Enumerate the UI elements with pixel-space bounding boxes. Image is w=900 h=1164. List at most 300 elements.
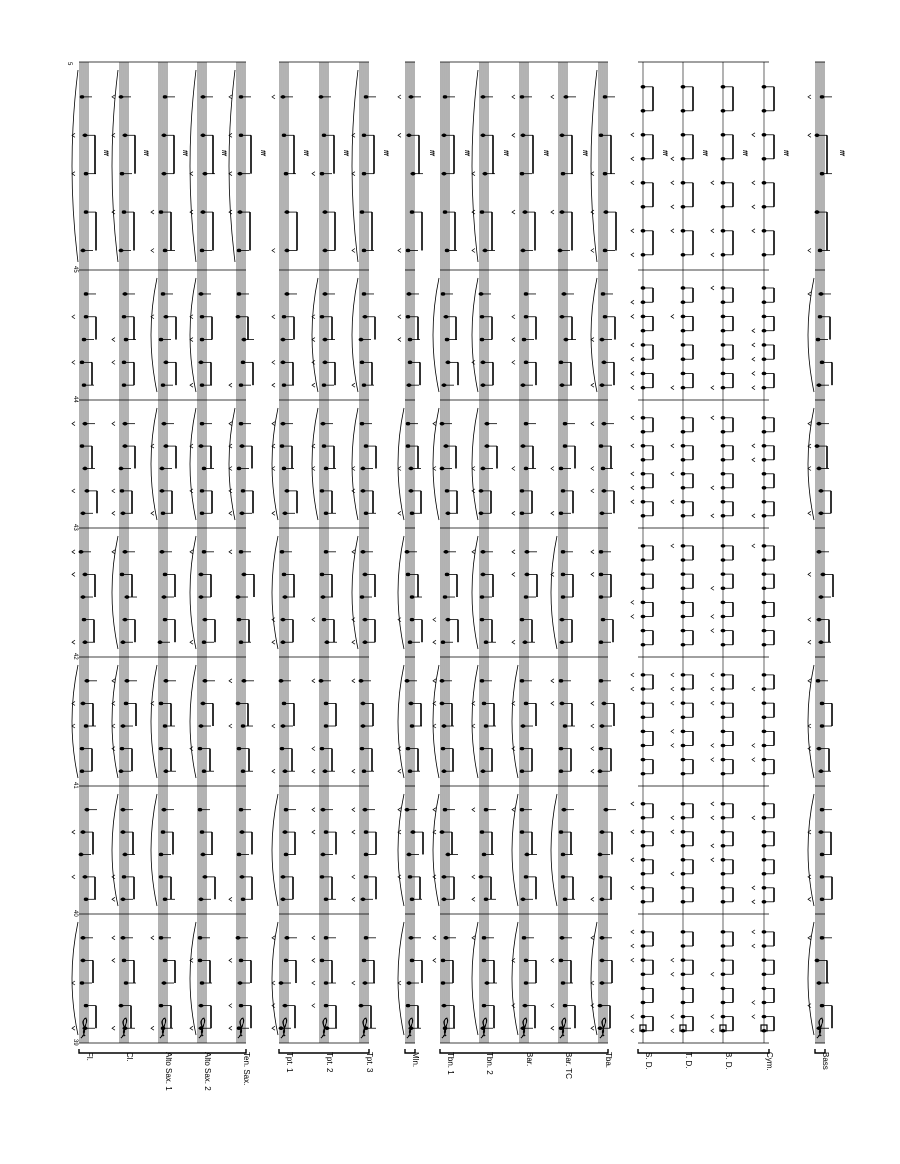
note-head	[681, 229, 686, 233]
note-head	[762, 514, 767, 518]
note-head	[721, 744, 726, 748]
note-head	[721, 701, 726, 705]
note-head	[324, 981, 329, 985]
note-head	[521, 133, 526, 137]
note-head	[721, 601, 726, 605]
note-head	[721, 930, 726, 934]
dynamic-marking: fff	[502, 150, 508, 156]
slur	[151, 408, 157, 520]
accent-icon	[631, 615, 634, 619]
note-head	[681, 744, 686, 748]
note-head	[325, 1026, 330, 1030]
note-head	[641, 1015, 646, 1019]
note-head	[405, 679, 410, 683]
note-head	[405, 808, 410, 812]
note-head	[520, 511, 525, 515]
note-head	[480, 618, 485, 622]
note-head	[360, 361, 365, 365]
dynamic-marking: fff	[701, 150, 707, 156]
note-head	[320, 959, 325, 963]
note-head	[201, 133, 206, 137]
dynamic-marking: fff	[102, 150, 108, 156]
note-head	[721, 253, 726, 257]
note-head	[281, 640, 286, 644]
accent-icon	[671, 229, 674, 233]
accent-icon	[711, 1029, 714, 1033]
note-head	[238, 172, 243, 176]
note-head	[446, 361, 451, 365]
note-head	[285, 489, 290, 493]
note-head	[560, 640, 565, 644]
note-head	[364, 1026, 369, 1030]
note-head	[817, 747, 822, 751]
instrument-label: T. D.	[684, 1052, 693, 1069]
accent-icon	[808, 618, 811, 622]
note-head	[410, 897, 415, 901]
note-head	[441, 747, 446, 751]
measure-number: 40	[72, 910, 78, 917]
accent-icon	[112, 958, 115, 962]
accent-icon	[808, 133, 811, 137]
note-head	[815, 959, 820, 963]
note-head	[641, 858, 646, 862]
note-head	[762, 858, 767, 862]
note-head	[815, 444, 820, 448]
note-head	[681, 730, 686, 734]
note-head	[324, 897, 329, 901]
note-head	[121, 724, 126, 728]
note-head	[762, 430, 767, 434]
note-head	[762, 372, 767, 376]
accent-icon	[472, 897, 475, 901]
note-head	[681, 930, 686, 934]
note-head	[482, 853, 487, 857]
instrument-label: Alto Sax. 1	[164, 1052, 173, 1091]
accent-icon	[808, 511, 811, 515]
note-head	[440, 422, 445, 426]
accent-icon	[352, 830, 355, 834]
note-head	[158, 640, 163, 644]
slur	[398, 408, 404, 520]
note-head	[762, 286, 767, 290]
note-head	[283, 595, 288, 599]
note-head	[362, 769, 367, 773]
accent-icon	[711, 844, 714, 848]
note-head	[762, 673, 767, 677]
note-head	[641, 416, 646, 420]
note-head	[601, 467, 606, 471]
note-head	[159, 702, 164, 706]
note-head	[281, 338, 286, 342]
note-head	[762, 315, 767, 319]
note-head	[480, 210, 485, 214]
note-head	[641, 458, 646, 462]
accent-icon	[312, 830, 315, 834]
accent-icon	[512, 315, 515, 319]
note-head	[520, 489, 525, 493]
accent-icon	[72, 1026, 75, 1030]
note-head	[641, 181, 646, 185]
note-head	[482, 936, 487, 940]
note-head	[238, 210, 243, 214]
note-head	[161, 383, 166, 387]
accent-icon	[752, 444, 755, 448]
note-head	[819, 640, 824, 644]
accent-icon	[112, 360, 115, 364]
note-head	[480, 830, 485, 834]
note-head	[525, 573, 530, 577]
note-head	[239, 640, 244, 644]
note-head	[762, 944, 767, 948]
accent-icon	[631, 600, 634, 604]
accent-icon	[711, 586, 714, 590]
slur	[352, 408, 358, 520]
note-head	[198, 747, 203, 751]
note-head	[162, 422, 167, 426]
accent-icon	[312, 808, 315, 812]
slur	[398, 665, 404, 778]
note-head	[362, 249, 367, 253]
note-head	[641, 615, 646, 619]
note-head	[482, 959, 487, 963]
note-head	[85, 679, 90, 683]
note-head	[641, 472, 646, 476]
note-head	[602, 702, 607, 706]
note-head	[163, 897, 168, 901]
slur	[272, 922, 278, 1035]
note-head	[762, 572, 767, 576]
note-head	[483, 249, 488, 253]
note-head	[817, 383, 822, 387]
accent-icon	[398, 133, 401, 137]
note-head	[564, 95, 569, 99]
accent-icon	[631, 314, 634, 318]
note-head	[162, 808, 167, 812]
note-head	[125, 679, 130, 683]
note-head	[279, 1026, 284, 1030]
note-head	[322, 444, 327, 448]
note-head	[80, 361, 85, 365]
dynamic-marking: fff	[542, 150, 548, 156]
accent-icon	[72, 422, 75, 426]
note-head	[721, 900, 726, 904]
accent-icon	[312, 958, 315, 962]
measure-number: 43	[72, 524, 78, 531]
note-head	[523, 210, 528, 214]
note-head	[238, 981, 243, 985]
note-head	[237, 292, 242, 296]
slur	[112, 794, 118, 906]
accent-icon	[591, 701, 594, 705]
note-head	[762, 85, 767, 89]
instrument-label: Alto Sax. 2	[203, 1052, 212, 1091]
accent-icon	[512, 572, 515, 576]
accent-icon	[711, 386, 714, 390]
slur	[433, 408, 439, 520]
note-head	[762, 486, 767, 490]
note-head	[83, 467, 88, 471]
note-head	[83, 573, 88, 577]
accent-icon	[112, 338, 115, 342]
note-head	[521, 383, 526, 387]
accent-icon	[433, 936, 436, 940]
accent-icon	[752, 687, 755, 691]
note-head	[84, 897, 89, 901]
slur	[808, 278, 814, 392]
note-head	[481, 769, 486, 773]
note-head	[124, 338, 129, 342]
slur	[151, 794, 157, 906]
note-head	[443, 210, 448, 214]
instrument-label: Tpt. 3	[365, 1052, 374, 1073]
note-head	[681, 643, 686, 647]
accent-icon	[808, 95, 811, 99]
accent-icon	[551, 511, 554, 515]
note-head	[599, 875, 604, 879]
note-head	[364, 511, 369, 515]
note-head	[641, 802, 646, 806]
note-head	[359, 679, 364, 683]
note-head	[160, 467, 165, 471]
note-head	[237, 249, 242, 253]
note-head	[163, 95, 168, 99]
note-head	[239, 133, 244, 137]
accent-icon	[551, 95, 554, 99]
note-head	[602, 422, 607, 426]
instrument-label: Tba.	[604, 1052, 613, 1069]
instrument-label: Cl.	[125, 1052, 134, 1062]
note-head	[239, 808, 244, 812]
dynamic-marking: fff	[181, 150, 187, 156]
note-head	[681, 758, 686, 762]
accent-icon	[229, 724, 232, 728]
note-head	[279, 981, 284, 985]
note-head	[241, 489, 246, 493]
note-head	[281, 897, 286, 901]
note-head	[762, 958, 767, 962]
note-head	[681, 253, 686, 257]
note-head	[818, 249, 823, 253]
note-head	[119, 467, 124, 471]
note-head	[762, 830, 767, 834]
note-head	[681, 1001, 686, 1005]
note-head	[324, 511, 329, 515]
measure-number: 42	[72, 653, 78, 660]
note-head	[361, 702, 366, 706]
note-head	[202, 769, 207, 773]
note-head	[282, 573, 287, 577]
note-head	[681, 315, 686, 319]
slur	[229, 70, 235, 262]
note-head	[819, 292, 824, 296]
note-head	[561, 853, 566, 857]
note-head	[159, 338, 164, 342]
slur	[190, 70, 196, 262]
note-head	[407, 292, 412, 296]
note-head	[598, 853, 603, 857]
note-head	[84, 724, 89, 728]
note-head	[281, 422, 286, 426]
note-head	[681, 157, 686, 161]
note-head	[161, 830, 166, 834]
note-head	[236, 315, 241, 319]
note-head	[641, 514, 646, 518]
note-head	[444, 550, 449, 554]
note-head	[721, 687, 726, 691]
note-head	[80, 444, 85, 448]
note-head	[599, 640, 604, 644]
note-head	[406, 315, 411, 319]
slur	[229, 408, 235, 520]
note-head	[241, 769, 246, 773]
accent-icon	[229, 550, 232, 554]
note-head	[681, 844, 686, 848]
accent-icon	[631, 253, 634, 257]
note-head	[524, 361, 529, 365]
note-head	[721, 205, 726, 209]
note-head	[525, 550, 530, 554]
note-head	[762, 715, 767, 719]
accent-icon	[190, 1026, 193, 1030]
accent-icon	[671, 673, 674, 677]
note-head	[480, 679, 485, 683]
note-head	[762, 472, 767, 476]
note-head	[561, 981, 566, 985]
note-head	[79, 550, 84, 554]
note-head	[524, 959, 529, 963]
instrument-label: B. D.	[724, 1052, 733, 1070]
note-head	[641, 830, 646, 834]
note-head	[603, 315, 608, 319]
note-head	[641, 1029, 646, 1033]
note-head	[285, 936, 290, 940]
note-head	[239, 1004, 244, 1008]
note-head	[199, 1026, 204, 1030]
note-head	[721, 715, 726, 719]
note-head	[681, 444, 686, 448]
note-head	[441, 981, 446, 985]
note-head	[159, 747, 164, 751]
accent-icon	[711, 972, 714, 976]
note-head	[321, 808, 326, 812]
note-head	[239, 422, 244, 426]
note-head	[162, 595, 167, 599]
note-head	[818, 315, 823, 319]
note-head	[82, 338, 87, 342]
slur	[808, 922, 814, 1035]
note-head	[820, 724, 825, 728]
accent-icon	[312, 981, 315, 985]
accent-icon	[808, 572, 811, 576]
note-head	[524, 875, 529, 879]
note-head	[83, 1026, 88, 1030]
accent-icon	[752, 758, 755, 762]
note-head	[641, 1001, 646, 1005]
note-head	[762, 758, 767, 762]
note-head	[84, 172, 89, 176]
note-head	[440, 830, 445, 834]
note-head	[240, 875, 245, 879]
slur	[72, 70, 78, 262]
note-head	[199, 292, 204, 296]
accent-icon	[398, 338, 401, 342]
note-head	[324, 467, 329, 471]
note-head	[283, 1004, 288, 1008]
note-head	[681, 1029, 686, 1033]
note-head	[641, 343, 646, 347]
note-head	[410, 511, 415, 515]
slur	[112, 536, 118, 649]
note-head	[681, 830, 686, 834]
note-head	[762, 900, 767, 904]
note-head	[762, 1001, 767, 1005]
note-head	[80, 769, 85, 773]
note-head	[410, 959, 415, 963]
accent-icon	[711, 253, 714, 257]
instrument-label: Bass	[821, 1052, 830, 1070]
note-head	[762, 1029, 767, 1033]
note-head	[681, 972, 686, 976]
accent-icon	[312, 618, 315, 622]
note-head	[681, 286, 686, 290]
note-head	[362, 133, 367, 137]
note-head	[199, 361, 204, 365]
note-head	[201, 95, 206, 99]
slur	[190, 922, 196, 1035]
accent-icon	[711, 858, 714, 862]
note-head	[681, 944, 686, 948]
note-head	[641, 300, 646, 304]
note-head	[559, 769, 564, 773]
note-head	[641, 844, 646, 848]
note-head	[409, 702, 414, 706]
note-head	[524, 467, 529, 471]
note-head	[819, 489, 824, 493]
note-head	[721, 872, 726, 876]
note-head	[681, 558, 686, 562]
note-head	[559, 1026, 564, 1030]
note-head	[681, 416, 686, 420]
accent-icon	[752, 816, 755, 820]
note-head	[600, 830, 605, 834]
accent-icon	[72, 550, 75, 554]
note-head	[762, 643, 767, 647]
note-head	[320, 315, 325, 319]
note-head	[442, 172, 447, 176]
note-head	[320, 172, 325, 176]
note-head	[240, 444, 245, 448]
accent-icon	[752, 343, 755, 347]
note-head	[320, 573, 325, 577]
note-head	[762, 615, 767, 619]
slur	[433, 794, 439, 906]
group-bracket	[79, 1049, 246, 1053]
note-head	[164, 361, 169, 365]
accent-icon	[512, 133, 515, 137]
slur	[472, 536, 478, 649]
note-head	[323, 769, 328, 773]
accent-icon	[591, 466, 594, 470]
note-head	[559, 361, 564, 365]
note-head	[641, 286, 646, 290]
slur	[433, 665, 439, 778]
note-head	[820, 853, 825, 857]
instrument-label: Ten. Sax.	[242, 1052, 251, 1086]
note-head	[203, 172, 208, 176]
accent-icon	[72, 572, 75, 576]
accent-icon	[112, 1026, 115, 1030]
note-head	[641, 972, 646, 976]
